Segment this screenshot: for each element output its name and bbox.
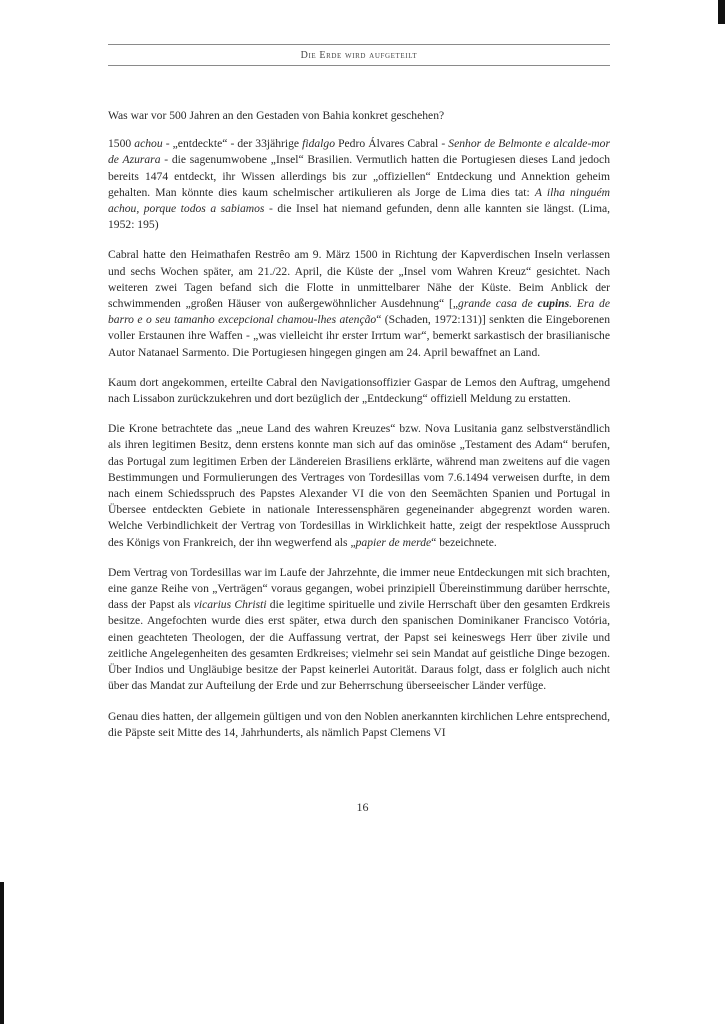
scan-edge-mark xyxy=(718,0,725,24)
text-run: Dem Vertrag von Tordesillas war im Laufe der Jahrzehnte, die immer neue Entdeckungen mit sich brachten, eine ganze Reihe von „Verträgen“ voraus gegangen, wobei prinzipiell Übereinstimmung darüber herrschte, dass der Papst als xyxy=(108,565,610,612)
italic-text-run: fidalgo xyxy=(302,137,335,151)
text-run: Pedro Álvares Cabral - xyxy=(335,137,449,151)
italic-text-run: vicarius Christi xyxy=(193,598,267,612)
header-rule-bottom xyxy=(108,65,610,66)
text-run: - die sagenumwobene „Insel“ Brasilien. Vermutlich hatten die Portugiesen dieses Land jedoch bereits 1474 entdeckt, ihr Wissen allerdings bis zur „offiziellen“ Entdeckung und Annektion geheim gehalten. Man könnte dies kaum schelmischer artikulieren als Jorge de Lima dies tat: xyxy=(108,153,610,199)
italic-text-run: . Era de barro e o seu tamanho excepcional chamou-lhes atenção xyxy=(108,297,611,327)
text-run: Genau dies hatten, der allgemein gültigen und von den Noblen anerkannten kirchlichen Lehre entsprechend, die Päpste seit Mitte des 14, Jahrhunderts, als nämlich Papst Clemens VI xyxy=(108,709,610,739)
text-run: die legitime spirituelle und zivile Herrschaft über den gesamten Erdkreis besitze. Angefochten wurde dies erst später, etwa durch den spanischen Dominikaner Francisco Votória, einen geachteten Theologen, der die Auffassung vertrat, der Papst sei keineswegs Herr über zivile und zeitliche Angelegenheiten des gesamten Erdkreises; vielmehr sei sein Mandat auf geistliche Dinge bezogen. Über Indios und Ungläubige besitze der Papst keinerlei Autorität. Daraus folgt, dass er folglich auch nicht über das Mandat zur Aufteilung der Erde und zur Beherrschung überseeischer Länder verfüge. xyxy=(108,598,610,693)
italic-text-run: cupins xyxy=(537,297,570,311)
paragraph xyxy=(108,421,610,551)
italic-text-run: grande casa de xyxy=(458,297,538,311)
page-number: 16 xyxy=(356,800,369,814)
header-rule-top xyxy=(108,44,610,45)
italic-text-run: A ilha ninguém achou, porque todos a sabiamos xyxy=(108,185,610,216)
text-run: Die Krone betrachtete das „neue Land des wahren Kreuzes“ bzw. Nova Lusitania ganz selbstverständlich als ihren legitimen Besitz, denn erstens konnte man sich auf das ominöse „Testament des Adam“ berufen, das Portugal zum legitimen Erben der Ländereien Brasiliens erklärte, während man zweitens auf die vagen Bestimmungen und Formulierungen des Vertrages von Tordesillas vom 7.6.1494 verweisen durfte, in dem nach einem Schiedsspruch des Papstes Alexander VI die von den Seemächten Spanien und Portugal in Übersee entdeckten Gebiete in nationale Interessensphären gegeneinander abgegrenzt worden waren. Welche Verbindlichkeit der Vertrag von Tordesillas in Wirklichkeit hatte, zeigt der respektlose Ausspruch des Königs von Frankreich, der ihn wegwerfend als „ xyxy=(108,422,610,549)
running-header: Die Erde wird aufgeteilt xyxy=(300,50,418,61)
text-run: - „entdeckte“ - der 33jährige xyxy=(162,137,303,151)
paragraph xyxy=(108,136,610,233)
italic-text-run: achou xyxy=(134,137,163,151)
paragraph xyxy=(108,247,610,360)
paragraph xyxy=(108,108,610,124)
text-run: 1500 xyxy=(108,137,135,151)
italic-text-run: Senhor de Belmonte e alcalde-mor de Azurara xyxy=(108,137,610,167)
text-run: - die Insel hat niemand gefunden, denn alle kannten sie längst. (Lima, 1952: 195) xyxy=(108,202,611,232)
paragraph xyxy=(108,565,610,695)
paragraph xyxy=(108,375,610,407)
scan-edge-mark xyxy=(0,882,4,1024)
paragraph xyxy=(108,709,610,741)
text-run: “ bezeichnete. xyxy=(431,535,497,549)
body-text xyxy=(108,108,610,755)
text-run: “ (Schaden, 1972:131)] senkten die Eingeborenen voller Erstaunen ihre Waffen - „was vielleicht ihr erster Irrtum war“, bemerkt sarkastisch der brasilianische Autor Natanael Sarmento. Die Portugiesen hingegen gingen am 24. April bewaffnet an Land. xyxy=(108,313,610,359)
text-run: Cabral hatte den Heimathafen Restrêo am 9. März 1500 in Richtung der Kapverdischen Inseln verlassen und sechs Wochen später, am 21./22. April, die Küste der „Insel vom Wahren Kreuz“ gesichtet. Nach weiteren zwei Tagen befand sich die Flotte in unmittelbarer Nähe der Küste. Beim Anblick der schwimmenden „großen Häuser von außergewöhnlicher Ausdehnung“ [„ xyxy=(108,248,610,311)
italic-text-run: papier de merde xyxy=(355,535,432,549)
text-run: Was war vor 500 Jahren an den Gestaden von Bahia konkret geschehen? xyxy=(108,109,445,122)
text-run: Kaum dort angekommen, erteilte Cabral den Navigationsoffizier Gaspar de Lemos den Auftrag, umgehend nach Lissabon zurückzukehren und dort bezüglich der „Entdeckung“ offiziell Meldung zu erstatten. xyxy=(108,375,610,406)
